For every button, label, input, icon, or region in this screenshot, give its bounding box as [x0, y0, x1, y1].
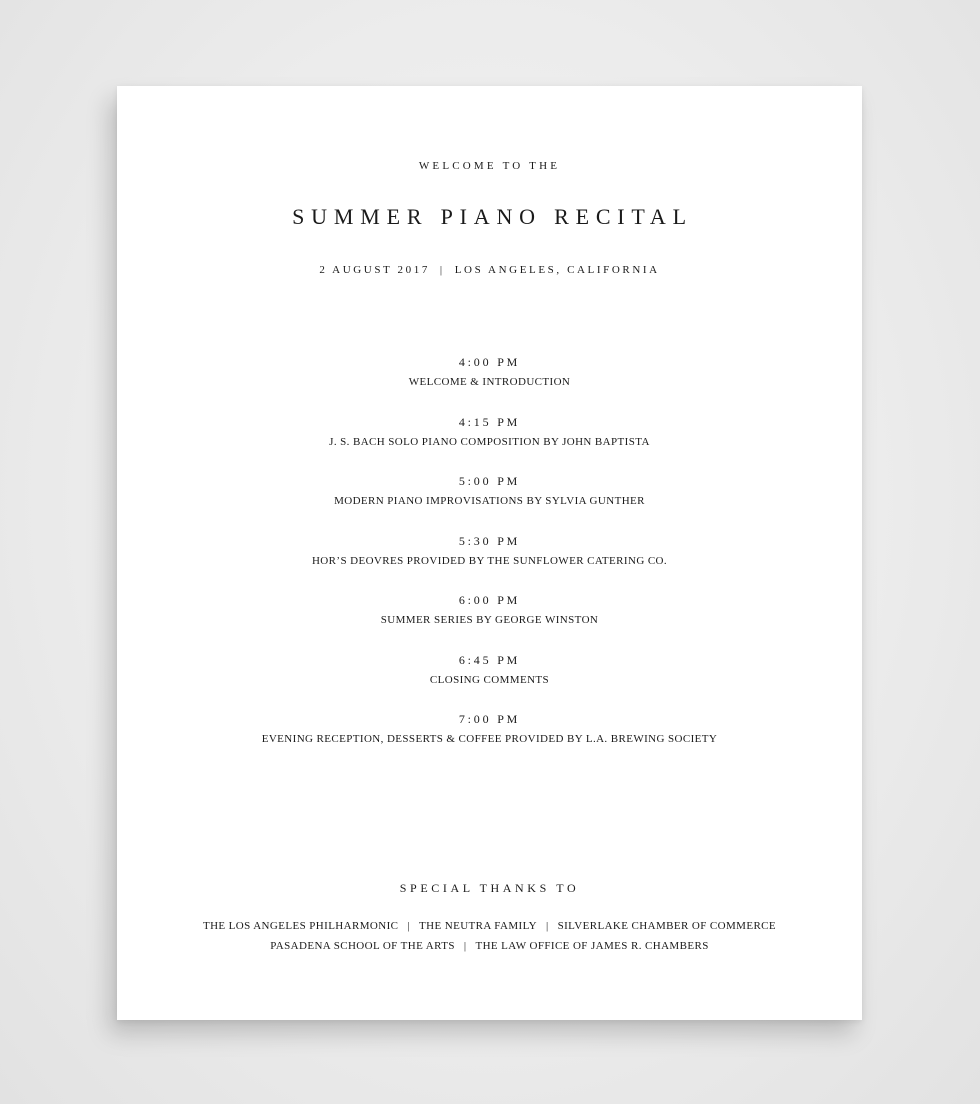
sponsor-separator: | [545, 920, 549, 932]
sponsors-list [117, 916, 862, 956]
schedule-time: 6:45 PM [458, 652, 521, 667]
event-date: 2 AUGUST 2017 [319, 264, 430, 276]
schedule-description: EVENING RECEPTION, DESSERTS & COFFEE PROVIDED BY L.A. BREWING SOCIETY [261, 733, 718, 745]
recital-title: SUMMER PIANO RECITAL [292, 204, 693, 229]
schedule-time: 4:15 PM [458, 414, 521, 429]
sponsor-name: THE LAW OFFICE OF JAMES R. CHAMBERS [475, 940, 709, 952]
schedule-time: 5:30 PM [458, 533, 521, 548]
schedule-description: SUMMER SERIES BY GEORGE WINSTON [380, 614, 599, 626]
date-location-line [117, 264, 862, 276]
schedule-item [117, 711, 862, 771]
schedule-description: MODERN PIANO IMPROVISATIONS BY SYLVIA GUNTHER [334, 495, 645, 507]
schedule-description: CLOSING COMMENTS [429, 673, 550, 686]
sponsor-name: SILVERLAKE CHAMBER OF COMMERCE [557, 920, 777, 932]
schedule-description: HOR’S DEOVRES PROVIDED BY THE SUNFLOWER CATERING CO. [311, 554, 668, 567]
schedule-item [117, 652, 862, 712]
schedule-time: 7:00 PM [458, 712, 521, 726]
date-separator: | [439, 264, 445, 276]
sponsors-line-2 [117, 936, 862, 956]
schedule-item [117, 354, 862, 414]
sponsor-separator: | [463, 940, 467, 952]
sponsor-name: THE LOS ANGELES PHILHARMONIC [202, 920, 399, 932]
schedule-description: WELCOME & INTRODUCTION [408, 376, 571, 388]
welcome-text: WELCOME TO THE [418, 160, 561, 172]
special-thanks-heading: SPECIAL THANKS TO [399, 881, 580, 895]
sponsors-line-1 [117, 916, 862, 936]
schedule-list [117, 354, 862, 771]
schedule-time: 5:00 PM [458, 474, 521, 488]
schedule-item [117, 592, 862, 652]
sponsor-name: THE NEUTRA FAMILY [419, 920, 537, 932]
schedule-description: J. S. BACH SOLO PIANO COMPOSITION BY JOHN BAPTISTA [329, 435, 650, 448]
schedule-item [117, 473, 862, 533]
program-sheet [117, 86, 862, 1020]
event-location: LOS ANGELES, CALIFORNIA [454, 264, 660, 276]
sponsor-name: PASADENA SCHOOL OF THE ARTS [270, 940, 455, 952]
sponsor-separator: | [407, 920, 411, 932]
schedule-time: 4:00 PM [458, 355, 521, 369]
schedule-item [117, 414, 862, 474]
schedule-item [117, 533, 862, 593]
schedule-time: 6:00 PM [458, 593, 521, 607]
